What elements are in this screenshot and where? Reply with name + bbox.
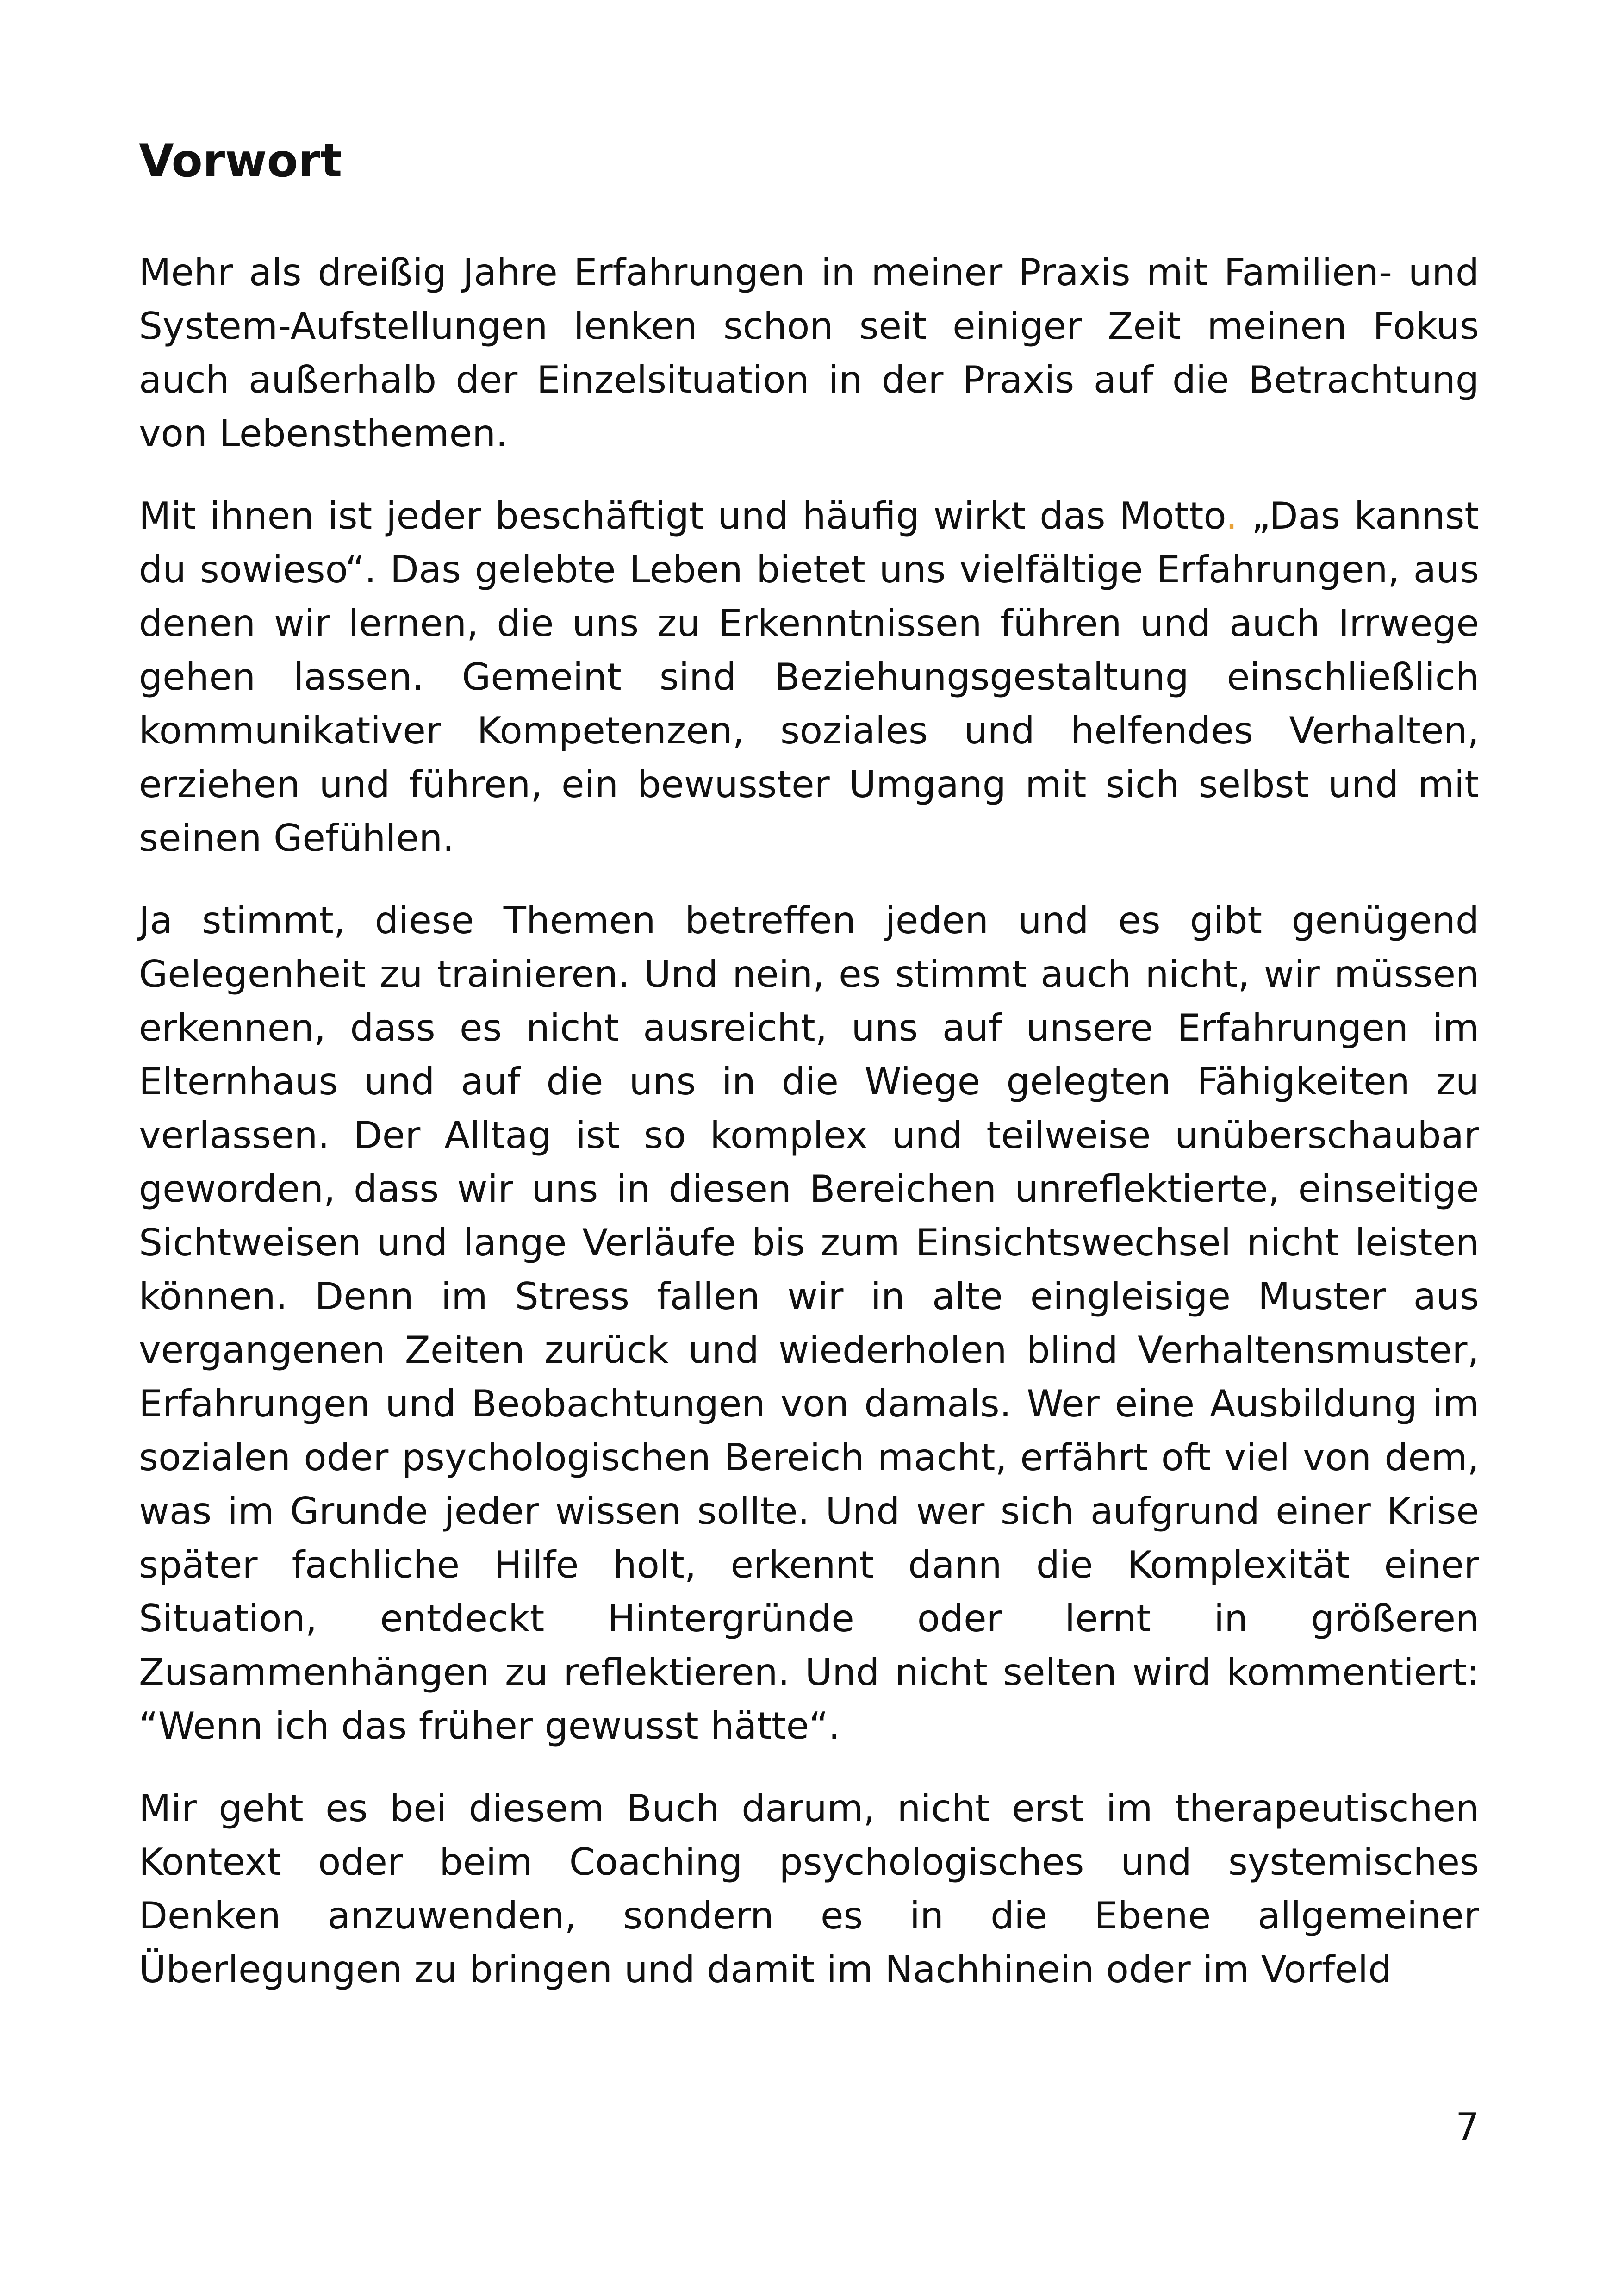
page-number: 7 [1456,2105,1479,2148]
paragraph-2-text-before: Mit ihnen ist jeder beschäftigt und häufig wirkt das Motto [139,494,1226,537]
paragraph-1: Mehr als dreißig Jahre Erfahrungen in meiner Praxis mit Familien- und System-Aufstellungen lenken schon seit einiger Zeit meinen Fokus auch außerhalb der Einzelsituation in der Praxis auf die Betrachtung von Lebensthemen. [139,250,1479,455]
paragraph-4: Mir geht es bei diesem Buch darum, nicht erst im therapeutischen Kontext oder beim Coaching psychologisches und systemisches Denken anzuwenden, sondern es in die Ebene allgemeiner Überlegungen zu bringen und damit im Nachhinein oder im Vorfeld [139,1786,1479,1991]
page-heading: Vorwort [139,135,342,187]
paragraph-2-text-after: „Das kannst du sowieso“. Das gelebte Leben bietet uns vielfältige Erfahrungen, aus denen wir lernen, die uns zu Erkenntnissen führen und auch Irrwege gehen lassen. Gemeint sind Beziehungsgestaltung einschließlich kommunikativer Kompetenzen, soziales und helfendes Verhalten, erziehen und führen, ein bewusster Umgang mit sich selbst und mit seinen Gefühlen. [139,494,1479,860]
body-text [139,245,1479,2025]
paragraph-3: Ja stimmt, diese Themen betreffen jeden und es gibt genügend Gelegenheit zu trainieren. Und nein, es stimmt auch nicht, wir müssen erkennen, dass es nicht ausreicht, uns auf unsere Erfahrungen im Elternhaus und auf die uns in die Wiege gelegten Fähigkeiten zu verlassen. Der Alltag ist so komplex und teilweise unüberschaubar geworden, dass wir uns in diesen Bereichen unreflektierte, einseitige Sichtweisen und lange Verläufe bis zum Einsichtswechsel nicht leisten können. Denn im Stress fallen wir in alte eingleisige Muster aus vergangenen Zeiten zurück und wiederholen blind Verhaltensmuster, Erfahrungen und Beobachtungen von damals. Wer eine Ausbildung im sozialen oder psychologischen Bereich macht, erfährt oft viel von dem, was im Grunde jeder wissen sollte. Und wer sich aufgrund einer Krise später fachliche Hilfe holt, erkennt dann die Komplexität einer Situation, entdeckt Hintergründe oder lernt in größeren Zusammenhängen zu reflektieren. Und nicht selten wird kommentiert: “Wenn ich das früher gewusst hätte“. [139,898,1479,1747]
paragraph-2-orange-mark: . [1226,494,1238,537]
paragraph-2 [139,489,1479,865]
